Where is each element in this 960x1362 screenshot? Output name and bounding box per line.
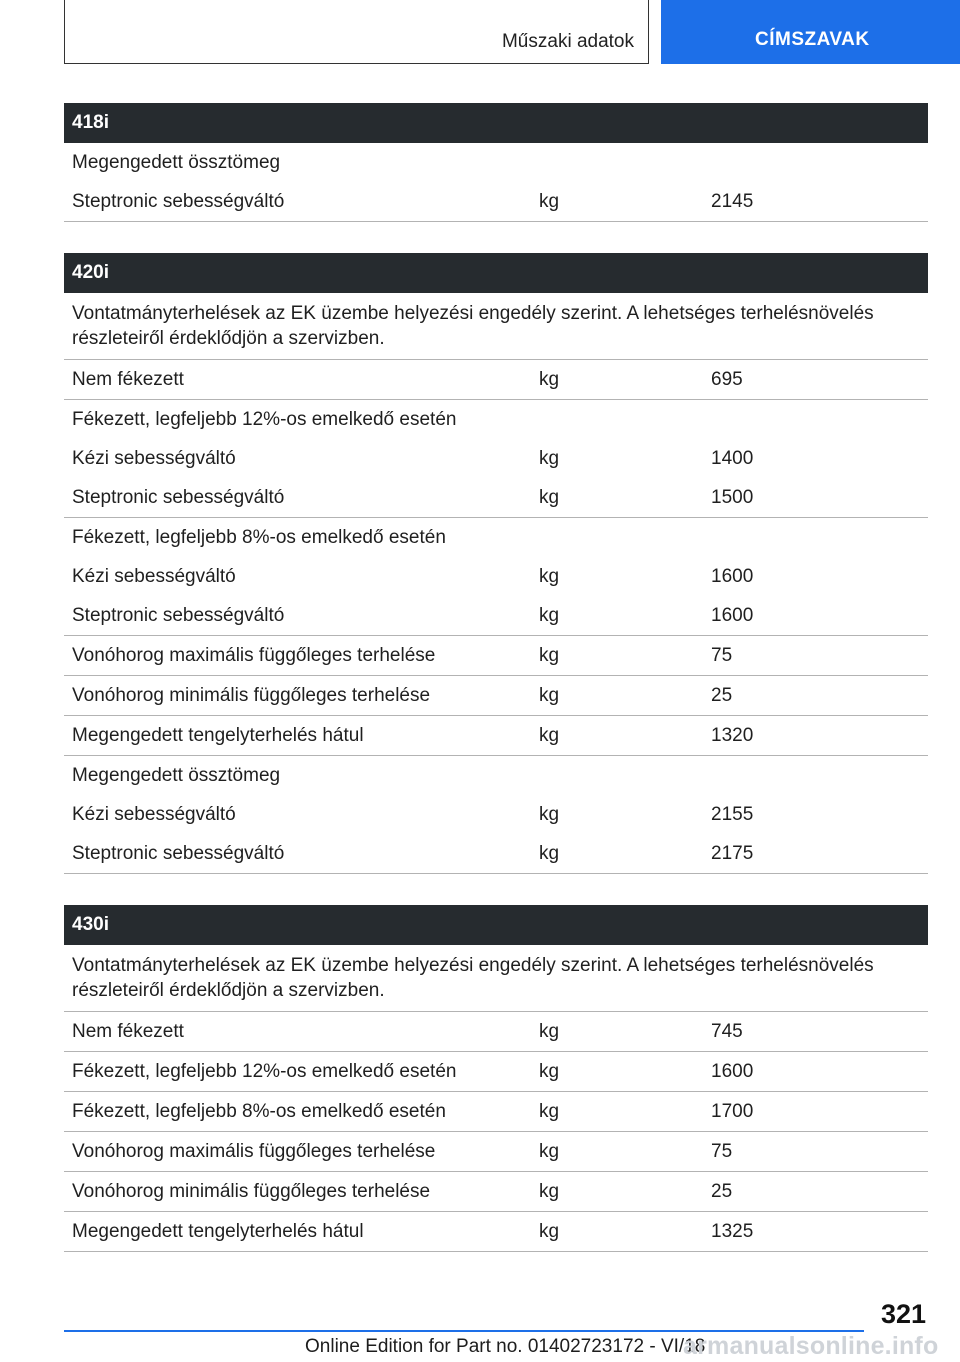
table-row bbox=[64, 795, 928, 834]
row-label: Vonóhorog minimális függőleges terhelése bbox=[72, 1181, 431, 1202]
row-label: Fékezett, legfeljebb 8%-os emelkedő esetén bbox=[72, 527, 446, 548]
row-value: 2155 bbox=[711, 804, 754, 825]
row-unit: kg bbox=[539, 685, 560, 706]
table-row bbox=[64, 182, 928, 222]
row-value: 1600 bbox=[711, 1061, 754, 1082]
table-row bbox=[64, 834, 928, 874]
table-row bbox=[64, 635, 928, 675]
row-label: Steptronic sebességváltó bbox=[72, 843, 285, 864]
model-header: 418i bbox=[64, 103, 928, 143]
table-row bbox=[64, 439, 928, 478]
index-button[interactable] bbox=[661, 0, 960, 64]
table-row bbox=[64, 359, 928, 399]
section-header bbox=[64, 0, 649, 64]
row-unit: kg bbox=[539, 1101, 560, 1122]
row-label: Megengedett tengelyterhelés hátul bbox=[72, 725, 364, 746]
row-value: 25 bbox=[711, 685, 733, 706]
row-value: 695 bbox=[711, 369, 743, 390]
row-unit: kg bbox=[539, 566, 560, 587]
row-unit: kg bbox=[539, 1141, 560, 1162]
spec-content bbox=[64, 103, 928, 1283]
model-header: 430i bbox=[64, 905, 928, 945]
row-label: Nem fékezett bbox=[72, 1021, 184, 1042]
table-418i bbox=[64, 103, 928, 222]
row-value: 25 bbox=[711, 1181, 733, 1202]
table-row bbox=[64, 143, 928, 182]
table-note: Vontatmányterhelések az EK üzembe helyezési engedély szerint. A lehetséges terhelésnövelés részleteiről érdeklődjön a szervizben. bbox=[72, 303, 874, 349]
row-label: Vonóhorog minimális függőleges terhelése bbox=[72, 685, 431, 706]
row-unit: kg bbox=[539, 369, 560, 390]
table-row bbox=[64, 1051, 928, 1091]
row-label: Vonóhorog maximális függőleges terhelése bbox=[72, 1141, 436, 1162]
table-row bbox=[64, 596, 928, 635]
row-label: Fékezett, legfeljebb 12%-os emelkedő esetén bbox=[72, 1061, 457, 1082]
row-label: Kézi sebességváltó bbox=[72, 566, 236, 587]
row-value: 75 bbox=[711, 1141, 733, 1162]
row-label: Megengedett tengelyterhelés hátul bbox=[72, 1221, 364, 1242]
row-label: Steptronic sebességváltó bbox=[72, 605, 285, 626]
row-label: Fékezett, legfeljebb 8%-os emelkedő esetén bbox=[72, 1101, 446, 1122]
row-unit: kg bbox=[539, 448, 560, 469]
row-value: 1600 bbox=[711, 566, 754, 587]
row-label: Kézi sebességváltó bbox=[72, 448, 236, 469]
row-value: 1400 bbox=[711, 448, 754, 469]
row-value: 1700 bbox=[711, 1101, 754, 1122]
page-number: 321 bbox=[880, 1299, 926, 1329]
table-note: Vontatmányterhelések az EK üzembe helyezési engedély szerint. A lehetséges terhelésnövelés részleteiről érdeklődjön a szervizben. bbox=[72, 955, 874, 1001]
row-value: 75 bbox=[711, 645, 733, 666]
row-unit: kg bbox=[539, 1181, 560, 1202]
table-row bbox=[64, 715, 928, 755]
index-label: CÍMSZAVAK bbox=[755, 29, 870, 50]
row-unit: kg bbox=[539, 725, 560, 746]
row-value: 2145 bbox=[711, 191, 754, 212]
table-row bbox=[64, 517, 928, 557]
row-label: Megengedett össztömeg bbox=[72, 152, 281, 173]
row-unit: kg bbox=[539, 1061, 560, 1082]
table-row bbox=[64, 755, 928, 795]
table-430i bbox=[64, 905, 928, 1252]
row-value: 1600 bbox=[711, 605, 754, 626]
row-label: Fékezett, legfeljebb 12%-os emelkedő esetén bbox=[72, 409, 457, 430]
row-label: Nem fékezett bbox=[72, 369, 184, 390]
watermark: armanualsonline.info bbox=[683, 1332, 939, 1360]
row-unit: kg bbox=[539, 645, 560, 666]
row-label: Megengedett össztömeg bbox=[72, 765, 281, 786]
row-label: Vonóhorog maximális függőleges terhelése bbox=[72, 645, 436, 666]
table-row bbox=[64, 478, 928, 517]
table-row bbox=[64, 1131, 928, 1171]
row-value: 2175 bbox=[711, 843, 754, 864]
row-unit: kg bbox=[539, 804, 560, 825]
row-value: 1500 bbox=[711, 487, 754, 508]
row-label: Kézi sebességváltó bbox=[72, 804, 236, 825]
table-row bbox=[64, 1011, 928, 1051]
table-row bbox=[64, 1171, 928, 1211]
table-row bbox=[64, 1091, 928, 1131]
section-title: Műszaki adatok bbox=[501, 31, 634, 52]
table-row bbox=[64, 399, 928, 439]
row-unit: kg bbox=[539, 487, 560, 508]
table-420i bbox=[64, 253, 928, 874]
edition-text: Online Edition for Part no. 01402723172 - VI/18 bbox=[305, 1336, 706, 1357]
row-value: 1320 bbox=[711, 725, 754, 746]
row-unit: kg bbox=[539, 1221, 560, 1242]
row-label: Steptronic sebességváltó bbox=[72, 487, 285, 508]
row-unit: kg bbox=[539, 191, 560, 212]
row-unit: kg bbox=[539, 843, 560, 864]
table-row bbox=[64, 675, 928, 715]
row-label: Steptronic sebességváltó bbox=[72, 191, 285, 212]
row-value: 745 bbox=[711, 1021, 743, 1042]
model-header: 420i bbox=[64, 253, 928, 293]
row-value: 1325 bbox=[711, 1221, 754, 1242]
table-row bbox=[64, 1211, 928, 1252]
row-unit: kg bbox=[539, 605, 560, 626]
row-unit: kg bbox=[539, 1021, 560, 1042]
table-row bbox=[64, 557, 928, 596]
